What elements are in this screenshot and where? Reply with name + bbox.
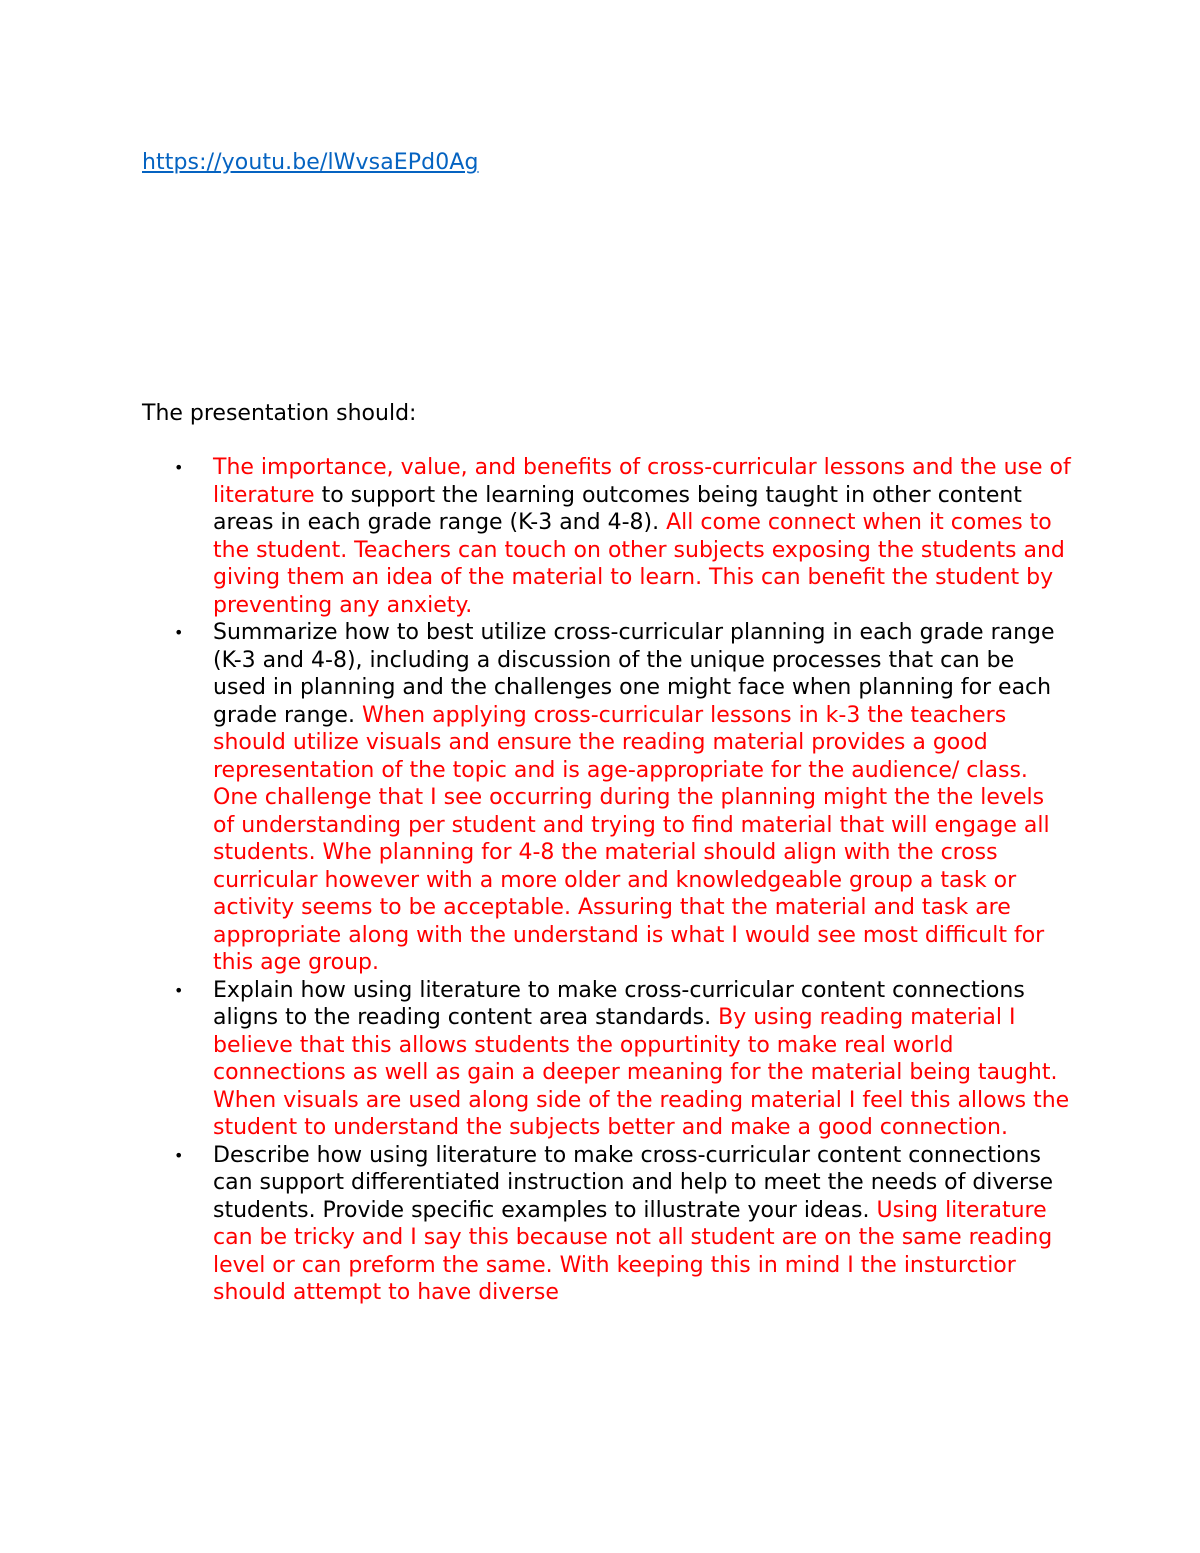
list-item-2 (142, 619, 1072, 977)
intro-text: The presentation should: (142, 401, 417, 426)
highlighted-prompt-text: The importance, value, and benefits of cross-curricular lessons and the use of literature (213, 455, 1071, 508)
question-list (142, 454, 1072, 1307)
response-text: All come connect when it comes to the student. Teachers can touch on other subjects exposing the students and giving them an idea of the material to learn. This can benefit the student by preventing any anxiety. (213, 510, 1065, 618)
list-item-3 (142, 977, 1072, 1142)
list-item-1 (142, 454, 1072, 619)
bullet-icon: • (174, 1145, 184, 1165)
bullet-icon: • (174, 980, 184, 1000)
video-link[interactable]: https://youtu.be/lWvsaEPd0Ag (142, 150, 479, 175)
prompt-text: Explain how using literature to make cross-curricular content connections aligns to the reading content area standards. (213, 977, 1025, 1030)
bullet-icon: • (174, 623, 184, 642)
prompt-text: Summarize how to best utilize cross-curricular planning in each grade range (K-3 and 4-8), including a discussion of the unique processes that can be used in planning and the challenges one might face when planning for each grade range. (213, 620, 1055, 728)
prompt-text: Describe how using literature to make cross-curricular content connections can support differentiated instruction and help to meet the needs of diverse students. Provide specific examples to illustrate your ideas. (213, 1142, 1054, 1223)
bullet-icon: • (174, 458, 184, 477)
response-text: Using literature can be tricky and I say this because not all student are on the same reading level or can preform the same. With keeping this in mind I the insturctior should attempt to have diverse (213, 1197, 1053, 1305)
response-text: By using reading material I believe that this allows students the oppurtinity to make real world connections as well as gain a deeper meaning for the material being taught. When visuals are used along side of the reading material I feel this allows the student to understand the subjects better and make a good connection. (213, 1005, 1070, 1140)
list-item-4 (142, 1142, 1072, 1307)
prompt-text: to support the learning outcomes being taught in other content areas in each grade range (K-3 and 4-8). (213, 482, 1022, 535)
response-text: When applying cross-curricular lessons in k-3 the teachers should utilize visuals and ensure the reading material provides a good representation of the topic and is age-appropriate for the audience/ class. One challenge that I see occurring during the planning might the the levels of understanding per student and trying to find material that will engage all students. Whe planning for 4-8 the material should align with the cross curricular however with a more older and knowledgeable group a task or activity seems to be acceptable. Assuring that the material and task are appropriate along with the understand is what I would see most difficult for this age group. (213, 702, 1050, 975)
